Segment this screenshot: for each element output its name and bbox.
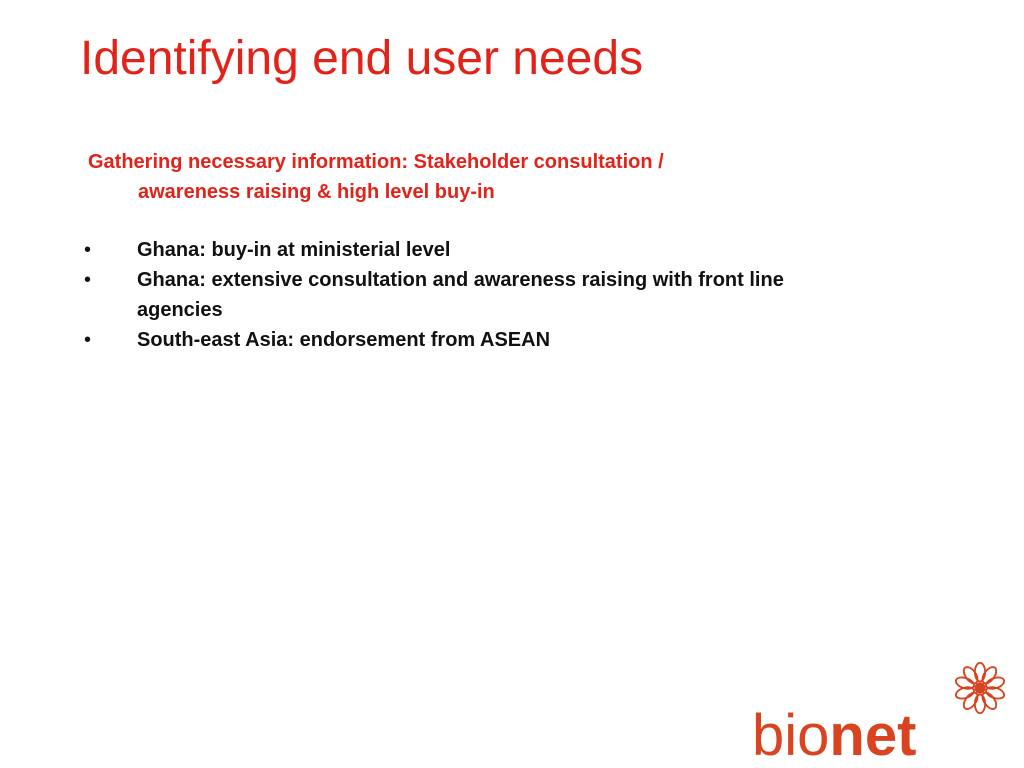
bullet-marker: •: [84, 269, 92, 291]
bullet-text: Ghana: buy-in at ministerial level: [137, 239, 451, 261]
logo-wordmark: [752, 703, 917, 768]
bullet-list: [84, 235, 874, 355]
bullet-text: South-east Asia: endorsement from ASEAN: [137, 329, 551, 351]
subheading-line-1: Gathering necessary information: Stakeholder consultation /: [88, 151, 664, 173]
bullet-item: [84, 235, 874, 265]
flower-icon: [952, 660, 1008, 716]
logo-text-bio: bio: [752, 703, 830, 768]
subheading: [88, 147, 848, 207]
bionet-logo: [752, 660, 1022, 768]
subheading-line-2: awareness raising & high level buy-in: [138, 181, 495, 203]
bullet-item: [84, 325, 874, 355]
bullet-text: Ghana: extensive consultation and awareness raising with front line agencies: [137, 269, 784, 321]
bullet-item: [84, 265, 874, 325]
bullet-marker: •: [84, 329, 92, 351]
logo-text-net: net: [829, 703, 917, 768]
slide-title: Identifying end user needs: [80, 32, 644, 85]
bullet-marker: •: [84, 239, 92, 261]
